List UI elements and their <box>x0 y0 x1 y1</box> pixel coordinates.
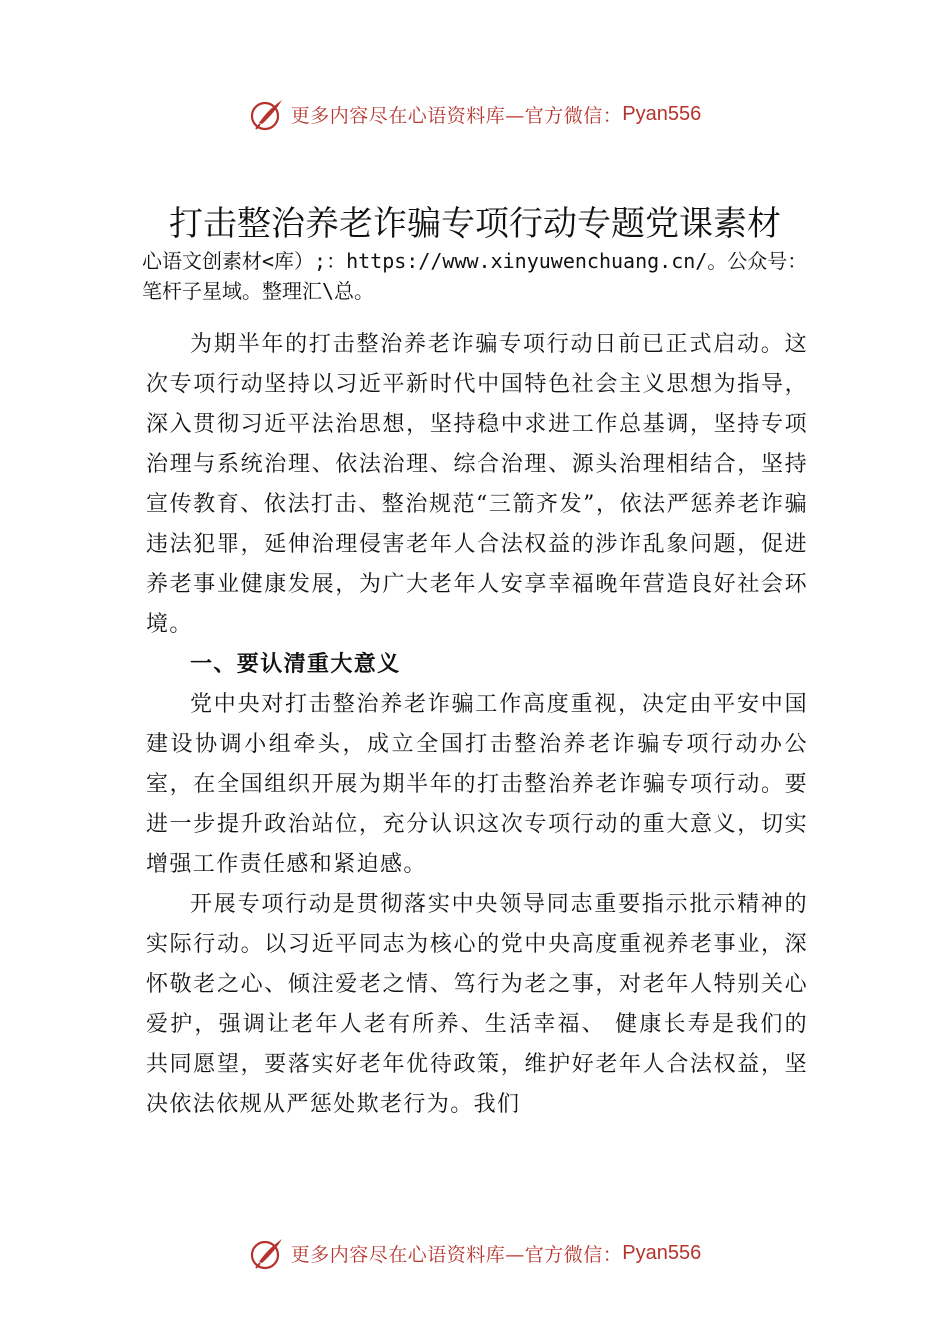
banner-wechat-id: Pyan556 <box>622 102 702 125</box>
banner-text: 更多内容尽在心语资料库—官方微信： <box>290 1243 623 1266</box>
header-banner <box>0 94 950 134</box>
quill-pen-logo-icon <box>249 1235 285 1271</box>
banner-text: 更多内容尽在心语资料库—官方微信： <box>290 104 623 127</box>
quill-pen-logo-icon <box>249 96 285 132</box>
section-heading: 一、要认清重大意义 <box>190 652 401 677</box>
source-note: 心语文创素材<库）;：https://www.xinyuwenchuang.cn/。公众号：笔杆子星域。整理汇\总。 <box>142 249 808 303</box>
paragraph: 开展专项行动是贯彻落实中央领导同志重要指示批示精神的实际行动。以习近平同志为核心的党中央高度重视养老事业，深怀敬老之心、倾注爱老之情、笃行为老之事，对老年人特别关心爱护，强调让老年人老有所养、生活幸福、 健康长寿是我们的共同愿望，要落实好老年优待政策，维护好老年人合法权益，坚决依法依规从严惩处欺老行为。我们 <box>146 892 808 1117</box>
banner-wechat-id: Pyan556 <box>622 1241 702 1264</box>
paragraph: 党中央对打击整治养老诈骗工作高度重视，决定由平安中国建设协调小组牵头，成立全国打击整治养老诈骗专项行动办公室，在全国组织开展为期半年的打击整治养老诈骗专项行动。要进一步提升政治站位，充分认识这次专项行动的重大意义，切实增强工作责任感和紧迫感。 <box>146 692 808 877</box>
document-body <box>146 325 808 1125</box>
document-title: 打击整治养老诈骗专项行动专题党课素材 <box>169 204 781 244</box>
footer-banner <box>0 1233 950 1273</box>
paragraph: 为期半年的打击整治养老诈骗专项行动日前已正式启动。这次专项行动坚持以习近平新时代中国特色社会主义思想为指导，深入贯彻习近平法治思想，坚持稳中求进工作总基调，坚持专项治理与系统治理、依法治理、综合治理、源头治理相结合，坚持宣传教育、依法打击、整治规范“三箭齐发”，依法严惩养老诈骗违法犯罪，延伸治理侵害老年人合法权益的涉诈乱象问题，促进养老事业健康发展，为广大老年人安享幸福晚年营造良好社会环境。 <box>146 332 808 637</box>
